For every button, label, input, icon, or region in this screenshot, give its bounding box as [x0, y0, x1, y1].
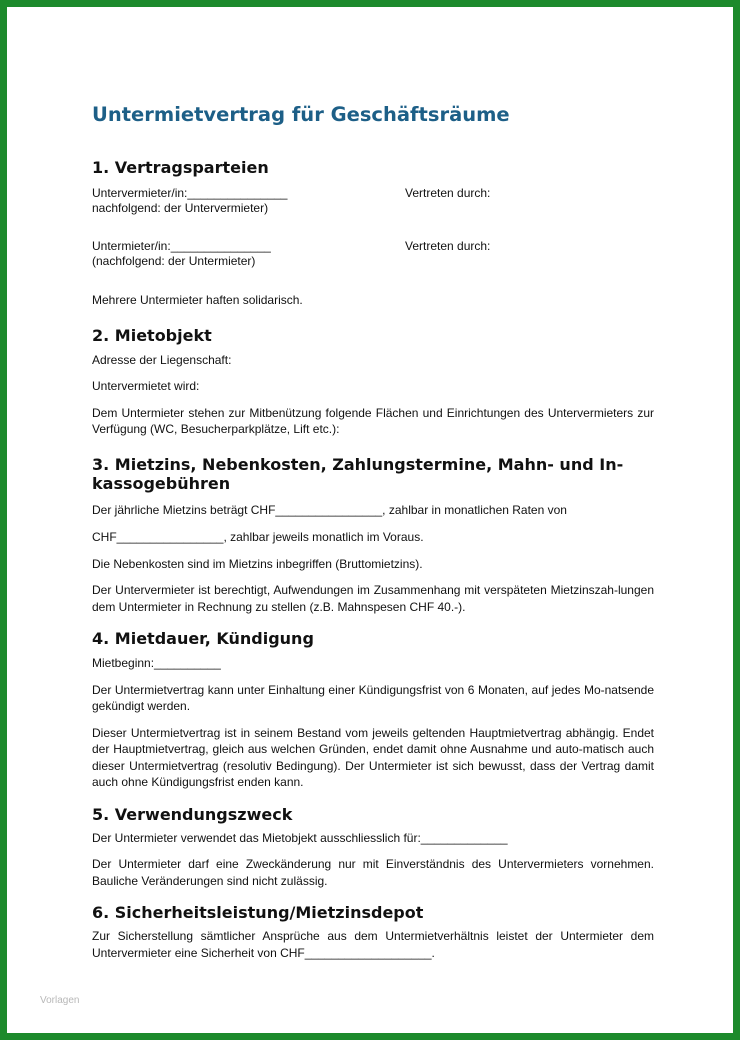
section-heading-deposit: 6. Sicherheitsleistung/Mietzinsdepot: [92, 903, 424, 922]
purpose-change-text: Der Untermieter darf eine Zweckänderung nur mit Einverständnis des Untervermieters vornehmen. Bauliche Veränderungen sind nicht zulässig.: [92, 857, 654, 888]
section-heading-object: 2. Mietobjekt: [92, 325, 212, 345]
document-page: [7, 7, 733, 1033]
document-content: [92, 95, 654, 961]
vorlagen-watermark: Vorlagen: [40, 995, 80, 1006]
section-heading-parties: 1. Vertragsparteien: [92, 158, 269, 177]
purpose-text: Der Untermieter verwendet das Mietobjekt ausschliesslich für:_____________: [92, 830, 508, 845]
subtenant-label: Untermieter/in:_______________: [92, 239, 271, 253]
subtenant-represented-by: Vertreten durch:: [405, 239, 491, 253]
section-heading-rent-line1: 3. Mietzins, Nebenkosten, Zahlungstermine, Mahn- und In-: [92, 454, 624, 474]
sublessor-note-row: [92, 200, 654, 217]
document-title: Untermietvertrag für Geschäftsräume: [92, 103, 510, 126]
late-fees-text: Der Untervermieter ist berechtigt, Aufwendungen im Zusammenhang mit verspäteten Mietzinszah-lungen dem Untermieter in Rechnung zu stellen (z.B. Mahnspesen CHF 40.-).: [92, 583, 654, 614]
subtenant-note: (nachfolgend: der Untermieter): [92, 253, 256, 268]
termination-text: Der Untermietvertrag kann unter Einhaltung einer Kündigungsfrist von 6 Monaten, auf jedes Mo-natsende gekündigt werden.: [92, 682, 654, 713]
sublessor-label: Untervermieter/in:_______________: [92, 186, 288, 200]
sublessor-note: nachfolgend: der Untervermieter): [92, 200, 269, 215]
sublessor-represented-by: Vertreten durch:: [405, 186, 491, 200]
shared-facilities-text: Dem Untermieter stehen zur Mitbenützung folgende Flächen und Einrichtungen des Untervermieters zur Verfügung (WC, Besucherparkplätze, Lift etc.):: [92, 405, 654, 436]
ancillary-costs-text: Die Nebenkosten sind im Mietzins inbegriffen (Bruttomietzins).: [92, 556, 423, 571]
sublet-item-text: Untervermietet wird:: [92, 379, 200, 393]
monthly-rent-text: CHF________________, zahlbar jeweils monatlich im Voraus.: [92, 530, 424, 544]
joint-liability-text: Mehrere Untermieter haften solidarisch.: [92, 293, 303, 307]
annual-rent-text: Der jährliche Mietzins beträgt CHF________________, zahlbar in monatlichen Raten von: [92, 502, 567, 517]
main-lease-dependency-text: Dieser Untermietvertrag ist in seinem Bestand vom jeweils geltenden Hauptmietvertrag abhängig. Endet der Hauptmietvertrag, gleich aus welchen Gründen, endet damit ohne Ausnahme und auto-matisch auch dieser Untermietvertrag (resolutiv Bedingung). Der Untermieter ist sich bewusst, dass der Vertrag damit auch ohne Kündigungsfrist enden kann.: [92, 725, 654, 789]
section-heading-duration: 4. Mietdauer, Kündigung: [92, 629, 314, 648]
section-heading-purpose: 5. Verwendungszweck: [92, 804, 293, 824]
section-heading-rent: [92, 455, 654, 493]
deposit-text: Zur Sicherstellung sämtlicher Ansprüche aus dem Untermietverhältnis leistet der Untermieter dem Untervermieter eine Sicherheit von CHF___________________.: [92, 929, 654, 960]
subtenant-note-row: [92, 253, 654, 270]
property-address-text: Adresse der Liegenschaft:: [92, 352, 232, 367]
rent-start-text: Mietbeginn:__________: [92, 656, 221, 670]
section-heading-rent-line2: kassogebühren: [92, 473, 231, 493]
